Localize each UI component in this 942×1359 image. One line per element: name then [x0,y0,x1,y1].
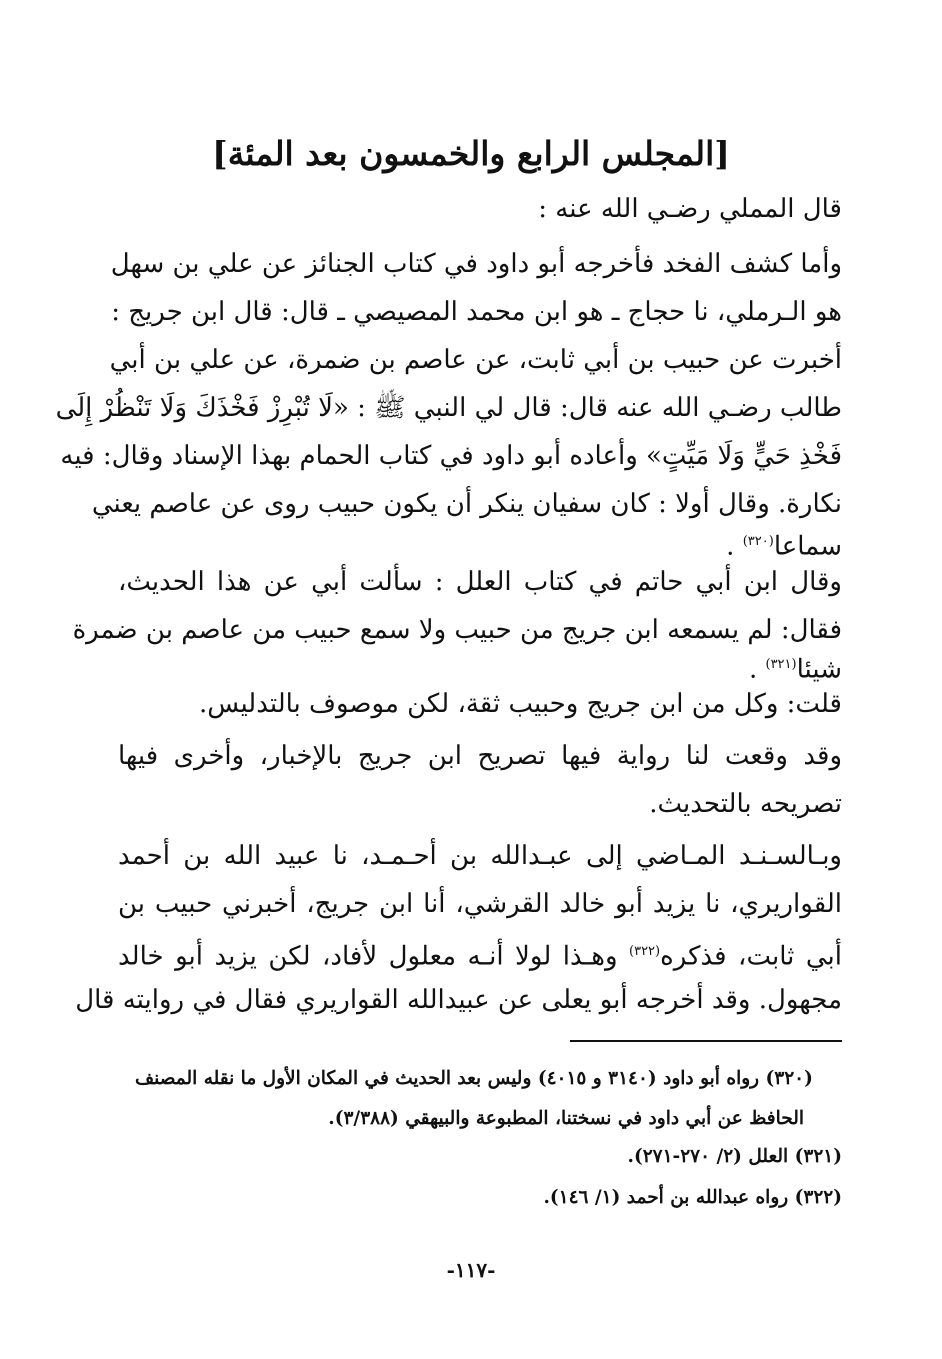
text-line: طالب رضـي الله عنه قال: قال لي النبي ﷺ : «لَا تُبْرِزْ فَخْذَكَ وَلَا تَنْظُرْ إِلَى [55,393,842,423]
text-line: وقال ابن أبي حاتم في كتاب العلل : سألت أبي عن هذا الحديث، [118,567,842,597]
period: . [748,654,766,685]
text-line: تصريحه بالتحديث. [649,789,842,819]
text-line: نكارة. وقال أولا : كان سفيان ينكر أن يكون حبيب روى عن عاصم يعني [91,489,842,519]
footnote-separator [570,1040,842,1042]
text-fragment: شيئا [796,654,842,685]
footnote-321 [628,1140,842,1174]
footnote-reference: (٣٢٢) [629,944,661,959]
paragraph-intro: قال المملي رضـي الله عنه : [538,194,842,224]
footnote-reference: (٣٢٠) [742,534,774,549]
footnote-text: رواه أبو داود (٣١٤٠ و ٤٠١٥) وليس بعد الحديث في المكان الأول ما نقله المصنف [135,1068,760,1089]
text-line: وأما كشف الفخد فأخرجه أبو داود في كتاب الجنائز عن علي بن سهل [110,249,842,279]
section-heading: [المجلس الرابع والخمسون بعد المئة] [212,134,730,173]
page-number: -١١٧- [446,1258,496,1282]
period: . [726,531,743,562]
text-line: قلت: وكل من ابن جريج وحبيب ثقة، لكن موصوف بالتدليس. [199,689,842,719]
text-fragment: سماعا [773,531,842,562]
footnote-marker: (٣٢٠) [765,1068,813,1089]
footnote-marker: (٣٢١) [794,1146,842,1167]
footnote-322 [543,1181,842,1215]
text-fragment: أبي ثابت، فذكره [660,941,842,972]
footnote-text: العلل (٢/ ٢٧٠-٢٧١). [627,1146,789,1167]
text-line: وقد وقعت لنا رواية فيها تصريح ابن جريج بالإخبار، وأخرى فيها [118,741,842,771]
text-line: فقال: لم يسمعه ابن جريج من حبيب ولا سمع حبيب من عاصم بن ضمرة [72,615,842,645]
text-line: القواريري، نا يزيد أبو خالد القرشي، أنا ابن جريج، أخبرني حبيب بن [118,889,842,919]
footnote-text: رواه عبدالله بن أحمد (١/ ١٤٦). [543,1187,789,1208]
footnote-number: ٣٢٠ [747,534,769,549]
text-line [118,927,842,982]
footnote-reference: (٣٢١) [765,657,797,672]
text-line: فَخْذِ حَيٍّ وَلَا مَيِّتٍ» وأعاده أبو داود في كتاب الحمام بهذا الإسناد وقال: فيه [60,441,842,471]
footnote-number: ٣٢٢ [634,944,656,959]
text-fragment: وهـذا لولا أنـه معلول لأفاد، لكن يزيد أبو خالد [118,941,618,972]
footnote-marker: (٣٢٢) [794,1187,842,1208]
footnote-320 [135,1062,813,1096]
text-line: وبـالسـنـد المـاضي إلى عبـدالله بن أحـمـد، نا عبيد الله بن أحمد [118,841,842,871]
footnote-number: ٣٢١ [770,657,792,672]
text-line: مجهول. وقد أخرجه أبو يعلى عن عبيدالله القواريري فقال في روايته قال [75,985,842,1015]
footnote-320-continued: الحافظ عن أبي داود في نسختنا، المطبوعة والبيهقي (٣/٣٨٨). [328,1108,804,1129]
text-line: هو الـرملي، نا حجاج ـ هو ابن محمد المصيصي ـ قال: قال ابن جريج : [111,297,842,327]
text-line: أخبرت عن حبيب بن أبي ثابت، عن عاصم بن ضمرة، عن علي بن أبي [109,345,842,375]
